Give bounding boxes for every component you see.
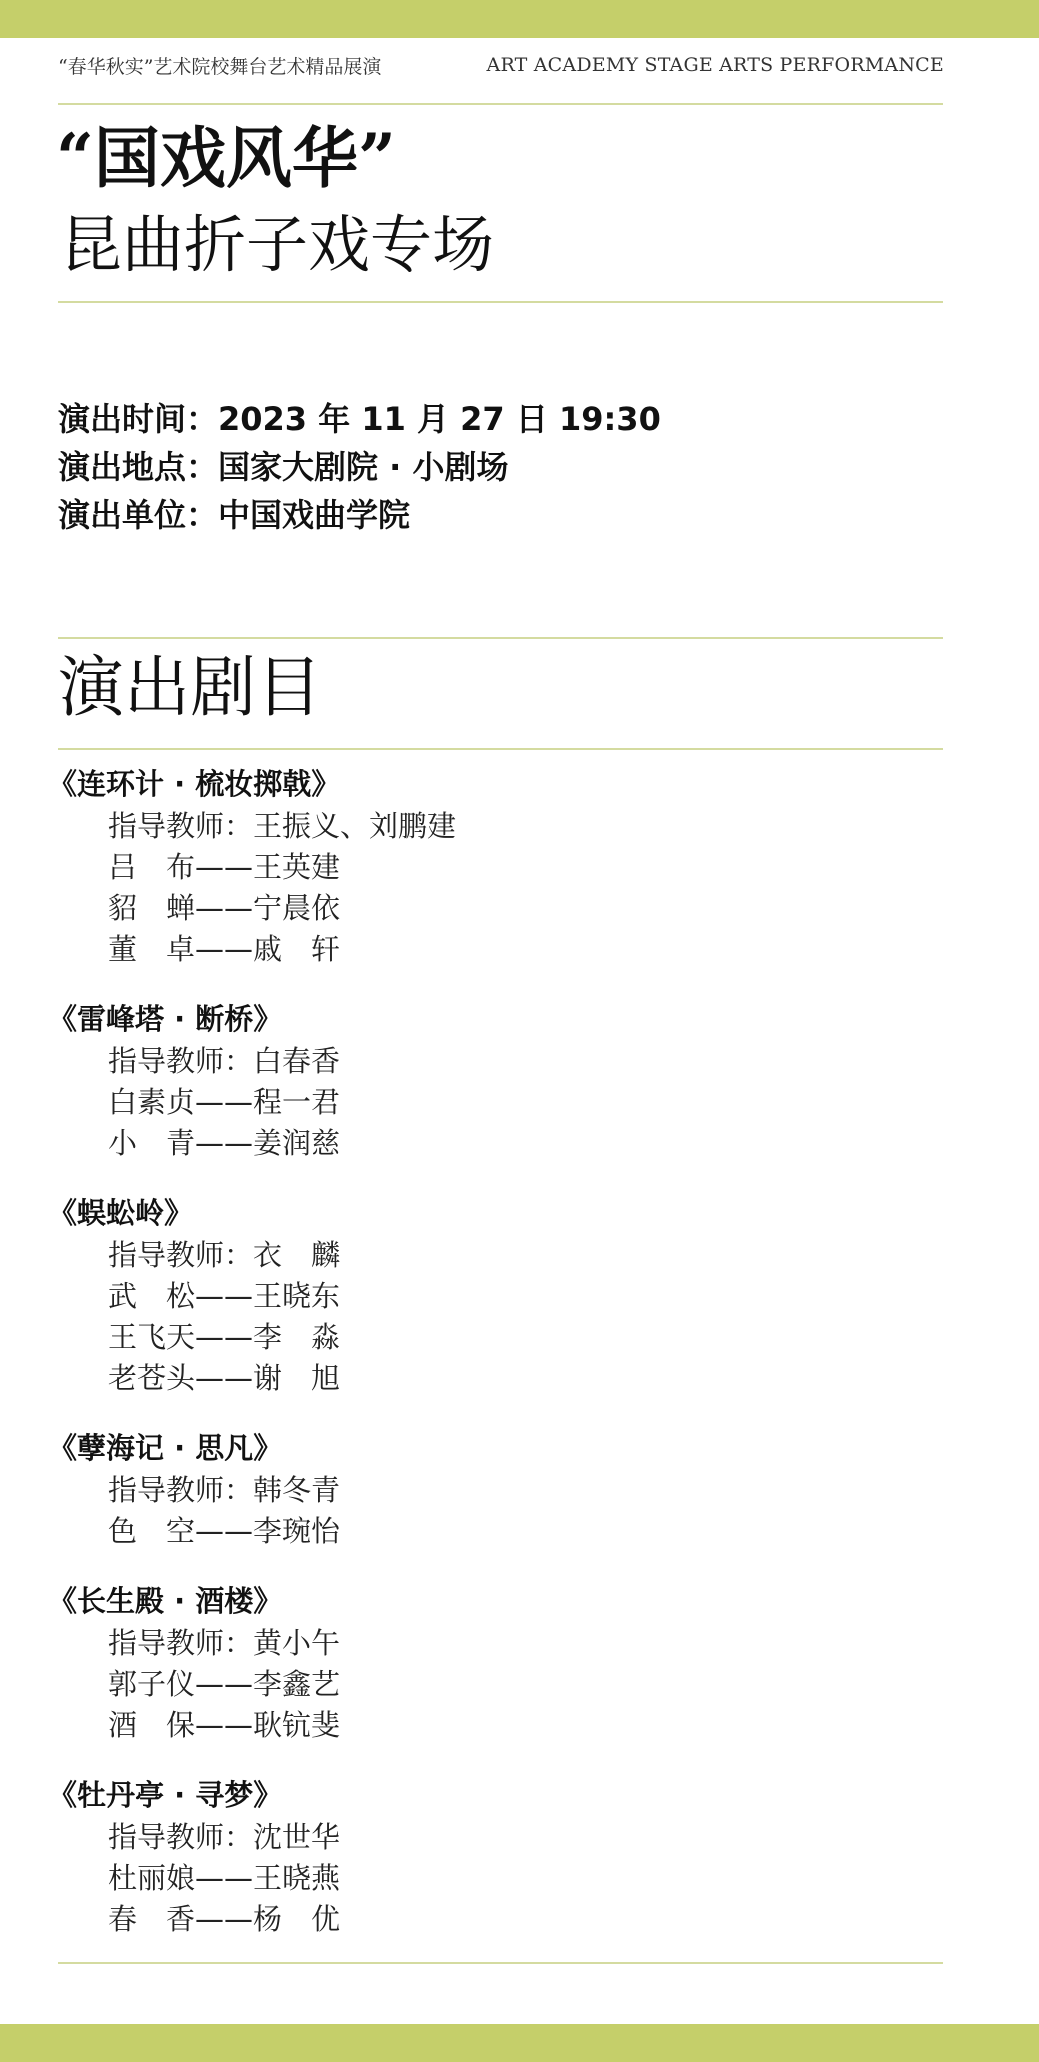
divider-bottom [58,1962,943,1964]
play-title: 《长生殿 · 酒楼》 [48,1584,283,1618]
play-cast-line: 老苍头——谢 旭 [108,1361,341,1395]
performance-time: 演出时间：2023 年 11 月 27 日 19:30 [58,400,661,438]
program-list [48,762,928,1967]
play-cast-line: 色 空——李琬怡 [108,1514,341,1548]
event-name-en: ART ACADEMY STAGE ARTS PERFORMANCE [486,54,944,76]
play-title: 《雷峰塔 · 断桥》 [48,1002,283,1036]
play-instructor: 指导教师：黄小午 [108,1626,341,1660]
play-instructor: 指导教师：衣 麟 [108,1238,341,1272]
play-item [48,1426,928,1552]
page-title: “国戏风华” [56,119,396,197]
performance-organizer: 演出单位：中国戏曲学院 [58,496,411,534]
play-item [48,1579,928,1746]
play-instructor: 指导教师：白春香 [108,1044,341,1078]
play-item [48,762,928,970]
play-item [48,997,928,1164]
performance-venue: 演出地点：国家大剧院 · 小剧场 [58,448,509,486]
play-instructor: 指导教师：王振义、刘鹏建 [108,809,457,843]
bottom-accent-bar [0,2024,1039,2062]
play-cast-line: 小 青——姜润慈 [108,1126,341,1160]
play-cast-line: 董 卓——戚 轩 [108,932,341,966]
page-subtitle: 昆曲折子戏专场 [60,208,495,281]
play-cast-line: 吕 布——王英建 [108,850,341,884]
play-item [48,1773,928,1940]
play-instructor: 指导教师：沈世华 [108,1820,341,1854]
divider-top [58,103,943,105]
play-cast-line: 武 松——王晓东 [108,1279,341,1313]
play-title: 《蜈蚣岭》 [48,1196,194,1230]
play-cast-line: 酒 保——耿钪斐 [108,1708,341,1742]
divider-title [58,301,943,303]
play-cast-line: 春 香——杨 优 [108,1902,341,1936]
divider-program-bottom [58,748,943,750]
play-cast-line: 王飞天——李 淼 [108,1320,341,1354]
play-title: 《连环计 · 梳妆掷戟》 [48,767,341,801]
top-accent-bar [0,0,1039,38]
performance-info [58,395,661,539]
program-heading: 演出剧目 [58,649,322,726]
event-name-cn: “春华秋实”艺术院校舞台艺术精品展演 [58,55,382,78]
play-item [48,1191,928,1399]
play-cast-line: 貂 蝉——宁晨依 [108,891,341,925]
play-cast-line: 郭子仪——李鑫艺 [108,1667,341,1701]
play-title: 《牡丹亭 · 寻梦》 [48,1778,283,1812]
play-cast-line: 杜丽娘——王晓燕 [108,1861,341,1895]
play-instructor: 指导教师：韩冬青 [108,1473,341,1507]
play-title: 《孽海记 · 思凡》 [48,1431,283,1465]
play-cast-line: 白素贞——程一君 [108,1085,341,1119]
divider-program-top [58,637,943,639]
event-header [58,50,944,80]
